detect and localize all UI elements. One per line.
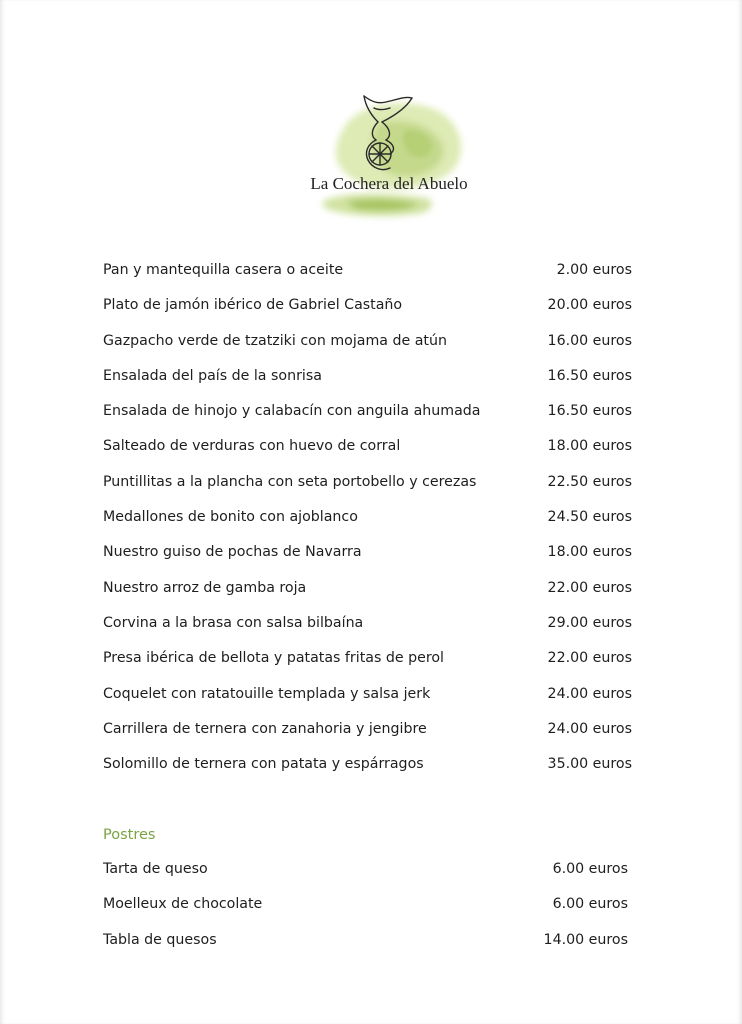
menu-item bbox=[103, 329, 663, 364]
menu-item-price: 22.50 euros bbox=[547, 473, 632, 490]
dessert-item-price: 6.00 euros bbox=[552, 896, 628, 913]
menu-item-name: Ensalada de hinojo y calabacín con anguila ahumada bbox=[103, 403, 481, 420]
menu-item-price: 16.50 euros bbox=[547, 367, 632, 384]
menu-item bbox=[103, 505, 663, 540]
menu-item-name: Salteado de verduras con huevo de corral bbox=[103, 438, 401, 455]
menu-item-price: 22.00 euros bbox=[547, 650, 632, 667]
menu-item bbox=[103, 293, 663, 328]
menu-item bbox=[103, 576, 663, 611]
section-title-desserts: Postres bbox=[103, 827, 156, 843]
menu-item-price: 24.50 euros bbox=[547, 509, 632, 526]
menu-item-price: 18.00 euros bbox=[547, 438, 632, 455]
menu-item bbox=[103, 258, 663, 293]
menu-item-name: Plato de jamón ibérico de Gabriel Castaño bbox=[103, 297, 403, 314]
menu-item-name: Nuestro guiso de pochas de Navarra bbox=[103, 544, 362, 561]
menu-item-name: Puntillitas a la plancha con seta portobello y cerezas bbox=[103, 473, 477, 490]
menu-item-price: 16.00 euros bbox=[547, 332, 632, 349]
menu-item-name: Solomillo de ternera con patata y espárragos bbox=[103, 756, 424, 773]
menu-item bbox=[103, 646, 663, 681]
menu-item-name: Coquelet con ratatouille templada y salsa jerk bbox=[103, 685, 431, 702]
dessert-item-name: Moelleux de chocolate bbox=[103, 896, 263, 913]
menu-item-name: Pan y mantequilla casera o aceite bbox=[103, 262, 344, 278]
dessert-item bbox=[103, 892, 663, 927]
menu-item-price: 22.00 euros bbox=[547, 579, 632, 596]
main-menu-list bbox=[103, 258, 663, 787]
menu-item-price: 24.00 euros bbox=[547, 720, 632, 737]
menu-item-name: Corvina a la brasa con salsa bilbaína bbox=[103, 614, 364, 631]
menu-item-price: 16.50 euros bbox=[547, 403, 632, 420]
dessert-item-name: Tarta de queso bbox=[103, 861, 208, 877]
dessert-item-name: Tabla de quesos bbox=[103, 931, 217, 948]
menu-item-name: Gazpacho verde de tzatziki con mojama de atún bbox=[103, 332, 447, 349]
menu-item-name: Medallones de bonito con ajoblanco bbox=[103, 509, 358, 526]
menu-item-price: 35.00 euros bbox=[547, 756, 632, 773]
menu-item-price: 29.00 euros bbox=[547, 614, 632, 631]
menu-item bbox=[103, 364, 663, 399]
menu-item bbox=[103, 682, 663, 717]
menu-item bbox=[103, 611, 663, 646]
menu-item-price: 18.00 euros bbox=[547, 544, 632, 561]
menu-item-name: Presa ibérica de bellota y patatas fritas de perol bbox=[103, 650, 444, 667]
dessert-item bbox=[103, 928, 663, 963]
dessert-item bbox=[103, 857, 663, 892]
dessert-item-price: 14.00 euros bbox=[543, 931, 628, 948]
menu-item-price: 24.00 euros bbox=[547, 685, 632, 702]
menu-item-name: Nuestro arroz de gamba roja bbox=[103, 579, 307, 596]
restaurant-logo bbox=[286, 88, 492, 226]
menu-item bbox=[103, 434, 663, 469]
menu-item-price: 2.00 euros bbox=[556, 262, 632, 278]
dessert-menu-list bbox=[103, 857, 663, 963]
menu-item-price: 20.00 euros bbox=[547, 297, 632, 314]
menu-item bbox=[103, 752, 663, 787]
watercolor-splash bbox=[286, 88, 492, 226]
menu-item bbox=[103, 540, 663, 575]
menu-item bbox=[103, 717, 663, 752]
menu-item bbox=[103, 399, 663, 434]
menu-item-name: Ensalada del país de la sonrisa bbox=[103, 367, 322, 384]
menu-item-name: Carrillera de ternera con zanahoria y jengibre bbox=[103, 720, 427, 737]
restaurant-name: La Cochera del Abuelo bbox=[310, 174, 468, 193]
dessert-item-price: 6.00 euros bbox=[552, 861, 628, 877]
menu-item bbox=[103, 470, 663, 505]
